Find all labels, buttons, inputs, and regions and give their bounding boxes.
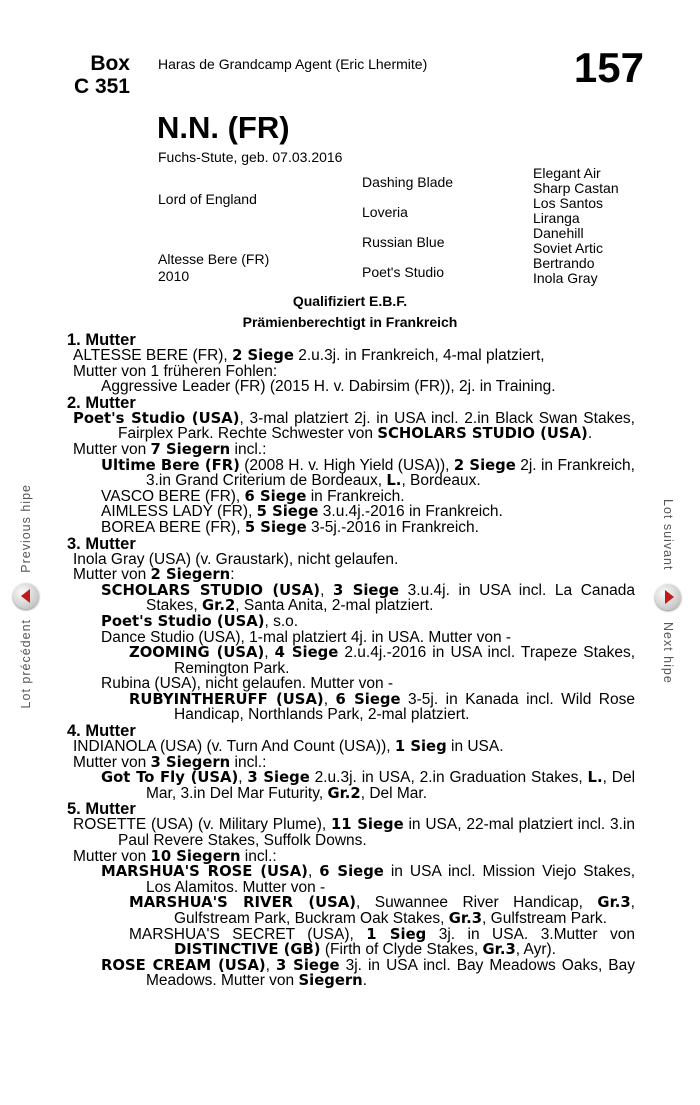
pedigree-entry — [67, 770, 635, 801]
text-fragment: incl.: — [230, 440, 267, 458]
section-title: 2. Mutter — [67, 393, 136, 412]
bold-fragment: 3 Siege — [247, 769, 310, 787]
pedigree-dam: Altesse Bere (FR) — [158, 251, 270, 267]
box-label — [66, 52, 130, 98]
pedigree-entry — [67, 864, 635, 895]
text-fragment: INDIANOLA (USA) (v. Turn And Count (USA)), — [73, 738, 395, 756]
pedigree-entry — [67, 520, 635, 536]
dam-section — [67, 332, 635, 395]
lot-precedent-label[interactable]: Lot précédent — [19, 618, 33, 709]
pedigree-entry — [67, 692, 635, 723]
pedigree-entry — [67, 583, 635, 614]
bold-fragment: Gr.3 — [448, 910, 483, 927]
text-fragment: , Santa Anita, 2-mal platziert. — [235, 597, 434, 615]
text-fragment: incl.: — [230, 753, 267, 771]
text-fragment: Mutter von — [73, 753, 151, 771]
pedigree-entry — [67, 552, 635, 568]
bold-fragment: L. — [587, 769, 603, 787]
pedigree-gen3: Soviet Artic — [533, 240, 604, 256]
dam-section — [67, 395, 635, 536]
pedigree-entry — [67, 739, 635, 755]
bold-fragment: Siegern — [298, 972, 363, 990]
pedigree-gen2: Dashing Blade — [362, 174, 454, 190]
text-fragment: , Gulfstream Park, Buckram Oak Stakes, — [174, 894, 635, 927]
text-fragment: , Bordeaux. — [401, 472, 481, 490]
bold-fragment: Poet's Studio (USA) — [73, 409, 240, 427]
pedigree-entry — [67, 504, 635, 520]
pedigree-entry — [67, 895, 635, 926]
bold-fragment: 7 Siegern — [150, 440, 231, 458]
bold-fragment: Gr.2 — [327, 784, 361, 802]
bold-fragment: SCHOLARS STUDIO (USA) — [377, 425, 588, 443]
text-fragment: , Suwannee River Handicap, — [355, 894, 598, 912]
bold-fragment: 6 Siege — [319, 863, 384, 881]
bold-fragment: 3 Siege — [332, 581, 400, 599]
text-fragment: , Gulfstream Park. — [482, 910, 607, 927]
pedigree-gen3: Los Santos — [533, 195, 604, 211]
text-fragment: , — [320, 581, 333, 599]
text-fragment: (Firth of Clyde Stakes, — [320, 941, 483, 959]
pedigree-entry — [67, 849, 635, 865]
text-fragment: ALTESSE BERE (FR), — [73, 347, 233, 364]
qualification-ebf: Qualifiziert E.B.F. — [292, 293, 408, 309]
pedigree-entry — [67, 676, 635, 692]
bold-fragment: Ultime Bere (FR) — [101, 456, 240, 474]
pedigree-gen3: Danehill — [533, 225, 584, 241]
bold-fragment: Gr.3 — [597, 894, 631, 912]
text-fragment: in USA. — [446, 738, 504, 756]
bold-fragment: 2 Siege — [232, 347, 294, 364]
bold-fragment: MARSHUA'S ROSE (USA) — [101, 863, 308, 881]
text-fragment: (2008 H. v. High Yield (USA)), — [239, 456, 454, 474]
pedigree-gen2: Russian Blue — [362, 234, 445, 250]
qualification-premium: Prämienberechtigt in Frankreich — [242, 314, 458, 330]
previous-lot-nav[interactable] — [0, 484, 56, 708]
lot-suivant-label[interactable]: Lot suivant — [661, 499, 675, 571]
text-fragment: Mutter von 1 früheren Fohlen: — [73, 362, 278, 380]
text-fragment: , — [265, 956, 277, 974]
next-hipe-label[interactable]: Next hipe — [661, 622, 675, 685]
pedigree-entry — [67, 927, 635, 958]
pedigree-gen3: Inola Gray — [533, 270, 598, 286]
bold-fragment: 5 Siege — [256, 503, 319, 521]
bold-fragment: 2 Siegern — [150, 566, 231, 584]
bold-fragment: 4 Siege — [274, 644, 339, 662]
text-fragment: 3.u.4j.-2016 in Frankreich. — [318, 503, 503, 521]
text-fragment: 2j. in Frankreich, 3.in Grand Criterium de Bordeaux, — [146, 456, 635, 490]
bold-fragment: Got To Fly (USA) — [101, 769, 239, 787]
bold-fragment: 1 Sieg — [394, 738, 447, 756]
pedigree-entry — [67, 567, 635, 583]
text-fragment: BOREA BERE (FR), — [101, 518, 245, 536]
bold-fragment: ZOOMING (USA) — [129, 644, 265, 662]
horse-description: Fuchs-Stute, geb. 07.03.2016 — [158, 149, 343, 165]
lot-number: 157 — [573, 44, 644, 91]
pedigree-entry — [67, 458, 635, 489]
section-title: 3. Mutter — [67, 534, 136, 553]
text-fragment: , s.o. — [264, 612, 299, 630]
text-fragment: , — [307, 863, 320, 881]
box-line-2: C 351 — [73, 75, 130, 98]
text-fragment: 3j. in USA incl. Bay Meadows Oaks, Bay Meadows. Mutter von — [146, 956, 636, 990]
box-line-1: Box — [90, 52, 130, 75]
pedigree-entry — [67, 442, 635, 458]
text-fragment: incl.: — [240, 847, 277, 865]
text-fragment: in USA incl. Mission Viejo Stakes, Los Alamitos. Mutter von - — [146, 863, 636, 896]
dam-section — [67, 536, 635, 724]
bold-fragment: Gr.2 — [202, 597, 236, 615]
pedigree-entry — [67, 489, 635, 505]
section-title: 1. Mutter — [67, 331, 136, 349]
text-fragment: Mutter von — [73, 440, 151, 458]
horse-name: N.N. (FR) — [157, 110, 290, 145]
text-fragment: Aggressive Leader (FR) (2015 H. v. Dabirsim (FR)), 2j. in Training. — [101, 378, 556, 396]
bold-fragment: 3 Siegern — [150, 753, 231, 771]
text-fragment: 2.u.3j. in Frankreich, 4-mal platziert, — [293, 347, 545, 364]
pedigree-entry — [67, 958, 635, 989]
bold-fragment: 3 Siege — [276, 956, 340, 974]
text-fragment: Inola Gray (USA) (v. Graustark), nicht gelaufen. — [73, 550, 399, 568]
text-fragment: Mutter von — [73, 847, 151, 865]
text-fragment: Rubina (USA), nicht gelaufen. Mutter von - — [101, 675, 394, 693]
pedigree-sire: Lord of England — [158, 191, 257, 207]
text-fragment: in Frankreich. — [306, 487, 405, 505]
dam-section — [67, 723, 635, 801]
text-fragment: , 3-mal platziert 2j. in USA incl. 2.in Black Swan Stakes, Fairplex Park. Rechte Schwester von — [118, 409, 635, 443]
text-fragment: in USA, 22-mal platziert incl. 3.in Paul Revere Stakes, Suffolk Downs. — [118, 816, 635, 850]
pedigree-entry — [67, 817, 635, 848]
text-fragment: , — [323, 690, 336, 708]
bold-fragment: 2 Siege — [453, 456, 516, 474]
next-arrow-icon[interactable] — [655, 584, 681, 610]
pedigree-gen3: Liranga — [533, 210, 580, 226]
text-fragment: 3.u.4j. in USA incl. La Canada Stakes, — [146, 581, 636, 615]
pedigree-entry — [67, 411, 635, 442]
pedigree-gen2: Loveria — [362, 204, 408, 220]
text-fragment: MARSHUA'S SECRET (USA), — [129, 925, 367, 943]
text-fragment: . — [587, 425, 593, 443]
text-fragment: Mutter von — [73, 566, 151, 584]
next-lot-nav[interactable] — [638, 499, 698, 684]
section-title: 4. Mutter — [67, 722, 136, 741]
text-fragment: , — [238, 769, 248, 787]
dam-section — [67, 801, 635, 989]
pedigree-entry — [67, 379, 635, 395]
pedigree-gen2: Poet's Studio — [362, 264, 445, 280]
pedigree-entry — [67, 645, 635, 676]
bold-fragment: 10 Siegern — [150, 847, 241, 865]
text-fragment: . — [362, 972, 368, 990]
text-fragment: 3-5j. in Kanada incl. Wild Rose Handicap, Northlands Park, 2-mal platziert. — [174, 690, 635, 724]
text-fragment: 2.u.4j.-2016 in USA incl. Trapeze Stakes, Remington Park. — [174, 644, 635, 677]
text-fragment: : — [230, 566, 235, 584]
pedigree-entry — [67, 630, 635, 646]
text-fragment: , Ayr). — [515, 941, 556, 959]
text-fragment: 2.u.3j. in USA, 2.in Graduation Stakes, — [309, 769, 588, 787]
bold-fragment: SCHOLARS STUDIO (USA) — [101, 581, 321, 599]
bold-fragment: 6 Siege — [244, 487, 307, 505]
text-fragment: , Del Mar, 3.in Del Mar Futurity, — [146, 769, 636, 802]
text-fragment: AIMLESS LADY (FR), — [101, 503, 257, 521]
bold-fragment: MARSHUA'S RIVER (USA) — [129, 894, 356, 912]
pedigree-entry — [67, 364, 635, 380]
previous-hipe-label[interactable]: Previous hipe — [19, 484, 33, 573]
pedigree-dam-year: 2010 — [158, 268, 190, 284]
text-fragment: 3-5j.-2016 in Frankreich. — [306, 518, 479, 536]
pedigree-gen3: Sharp Castan — [533, 180, 619, 196]
text-fragment: VASCO BERE (FR), — [101, 487, 245, 505]
pedigree-gen3: Bertrando — [533, 255, 595, 271]
bold-fragment: Poet's Studio (USA) — [101, 612, 265, 630]
text-fragment: Dance Studio (USA), 1-mal platziert 4j. in USA. Mutter von - — [101, 628, 512, 646]
text-fragment: , — [264, 644, 275, 662]
pedigree-entry — [67, 348, 635, 364]
pedigree-entry — [67, 755, 635, 771]
bold-fragment: Gr.3 — [482, 941, 516, 959]
dam-line-sections — [67, 332, 635, 989]
bold-fragment: 5 Siege — [244, 518, 307, 536]
pedigree-gen3: Elegant Air — [533, 165, 601, 181]
text-fragment: 3j. in USA. 3.Mutter von — [426, 925, 635, 943]
text-fragment: ROSETTE (USA) (v. Military Plume), — [73, 816, 332, 834]
bold-fragment: DISTINCTIVE (GB) — [174, 941, 321, 959]
previous-arrow-icon[interactable] — [13, 583, 39, 609]
bold-fragment: 11 Siege — [331, 816, 404, 834]
pedigree-entry — [67, 614, 635, 630]
agent-name: Haras de Grandcamp Agent (Eric Lhermite) — [158, 56, 428, 72]
section-title: 5. Mutter — [67, 800, 136, 819]
bold-fragment: ROSE CREAM (USA) — [101, 956, 266, 974]
bold-fragment: L. — [386, 472, 402, 490]
bold-fragment: 1 Sieg — [366, 925, 427, 943]
bold-fragment: 6 Siege — [335, 690, 401, 708]
bold-fragment: RUBYINTHERUFF (USA) — [129, 690, 324, 708]
text-fragment: , Del Mar. — [360, 784, 428, 802]
